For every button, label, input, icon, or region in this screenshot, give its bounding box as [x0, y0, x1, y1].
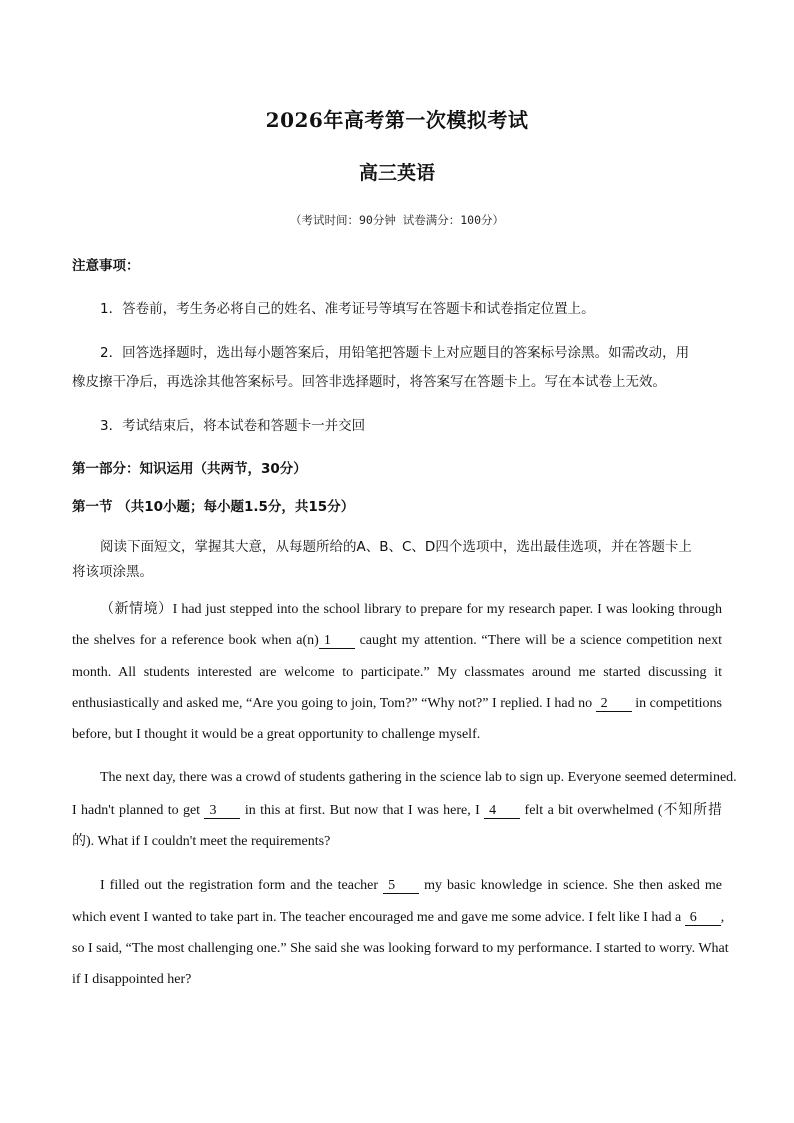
exam-title: 2026年高考第一次模拟考试 [265, 108, 529, 132]
passage-line [72, 801, 722, 821]
passage-line: so I said, “The most challenging one.” She said she was looking forward to my performance. I started to worry. What [72, 941, 729, 956]
passage-line: 的). What if I couldn't meet the requirements? [72, 834, 331, 849]
notice-item-3: 3．考试结束后，将本试卷和答题卡一并交回 [100, 418, 366, 434]
part1-heading: 第一部分：知识运用（共两节，30分） [72, 461, 307, 477]
exam-subject: 高三英语 [358, 162, 435, 184]
blank-1[interactable]: 1 [319, 633, 355, 649]
passage-line: before, but I thought it would be a great opportunity to challenge myself. [72, 727, 481, 742]
blank-6[interactable]: 6 [685, 910, 721, 926]
passage-text: in this at first. But now that I was here, I [240, 803, 485, 818]
notice-item-1: 1．答卷前，考生务必将自己的姓名、准考证号等填写在答题卡和试卷指定位置上。 [100, 301, 595, 317]
passage-text: my basic knowledge in science. She then asked me [419, 878, 722, 893]
section1-heading: 第一节 （共10小题；每小题1.5分，共15分） [72, 499, 355, 515]
passage-line [100, 876, 722, 896]
passage-text: I hadn't planned to get [72, 803, 205, 818]
passage-text: , [720, 910, 725, 925]
blank-2[interactable]: 2 [596, 696, 632, 712]
notice-item-2-cont: 橡皮擦干净后，再选涂其他答案标号。回答非选择题时，将答案写在答题卡上。写在本试卷上无效。 [72, 374, 666, 390]
passage-text: caught my attention. “There will be a science competition next [354, 633, 722, 648]
passage-text: the shelves for a reference book when a(n) [72, 633, 319, 648]
passage-text: felt a bit overwhelmed (不知所措 [520, 803, 722, 818]
passage-line: The next day, there was a crowd of students gathering in the science lab to sign up. Everyone seemed determined. [100, 770, 737, 785]
passage-line [72, 631, 722, 651]
passage-line: if I disappointed her? [72, 972, 192, 987]
blank-4[interactable]: 4 [484, 803, 520, 819]
passage-line: month. All students interested are welcome to participate.” My classmates around me started discussing it [72, 665, 722, 680]
passage-line: （新情境）I had just stepped into the school library to prepare for my research paper. I was looking through [100, 602, 722, 617]
exam-info: （考试时间：90分钟 试卷满分：100分） [289, 213, 505, 227]
blank-3[interactable]: 3 [204, 803, 240, 819]
passage-text: I filled out the registration form and the teacher [100, 878, 384, 893]
notice-heading: 注意事项： [72, 258, 140, 274]
notice-item-2: 2．回答选择题时，选出每小题答案后，用铅笔把答题卡上对应题目的答案标号涂黑。如需改动，用 [100, 345, 690, 361]
instruction-line-2: 将该项涂黑。 [72, 564, 153, 580]
passage-text: which event I wanted to take part in. The teacher encouraged me and gave me some advice. I felt like I had a [72, 910, 685, 925]
passage-line [72, 694, 722, 714]
blank-5[interactable]: 5 [383, 878, 419, 894]
passage-text: enthusiastically and asked me, “Are you going to join, Tom?” “Why not?” I replied. I had no [72, 696, 596, 711]
passage-line [72, 908, 725, 928]
instruction-line-1: 阅读下面短文，掌握其大意，从每题所给的A、B、C、D四个选项中，选出最佳选项，并在答题卡上 [100, 539, 692, 555]
passage-text: in competitions [631, 696, 722, 711]
